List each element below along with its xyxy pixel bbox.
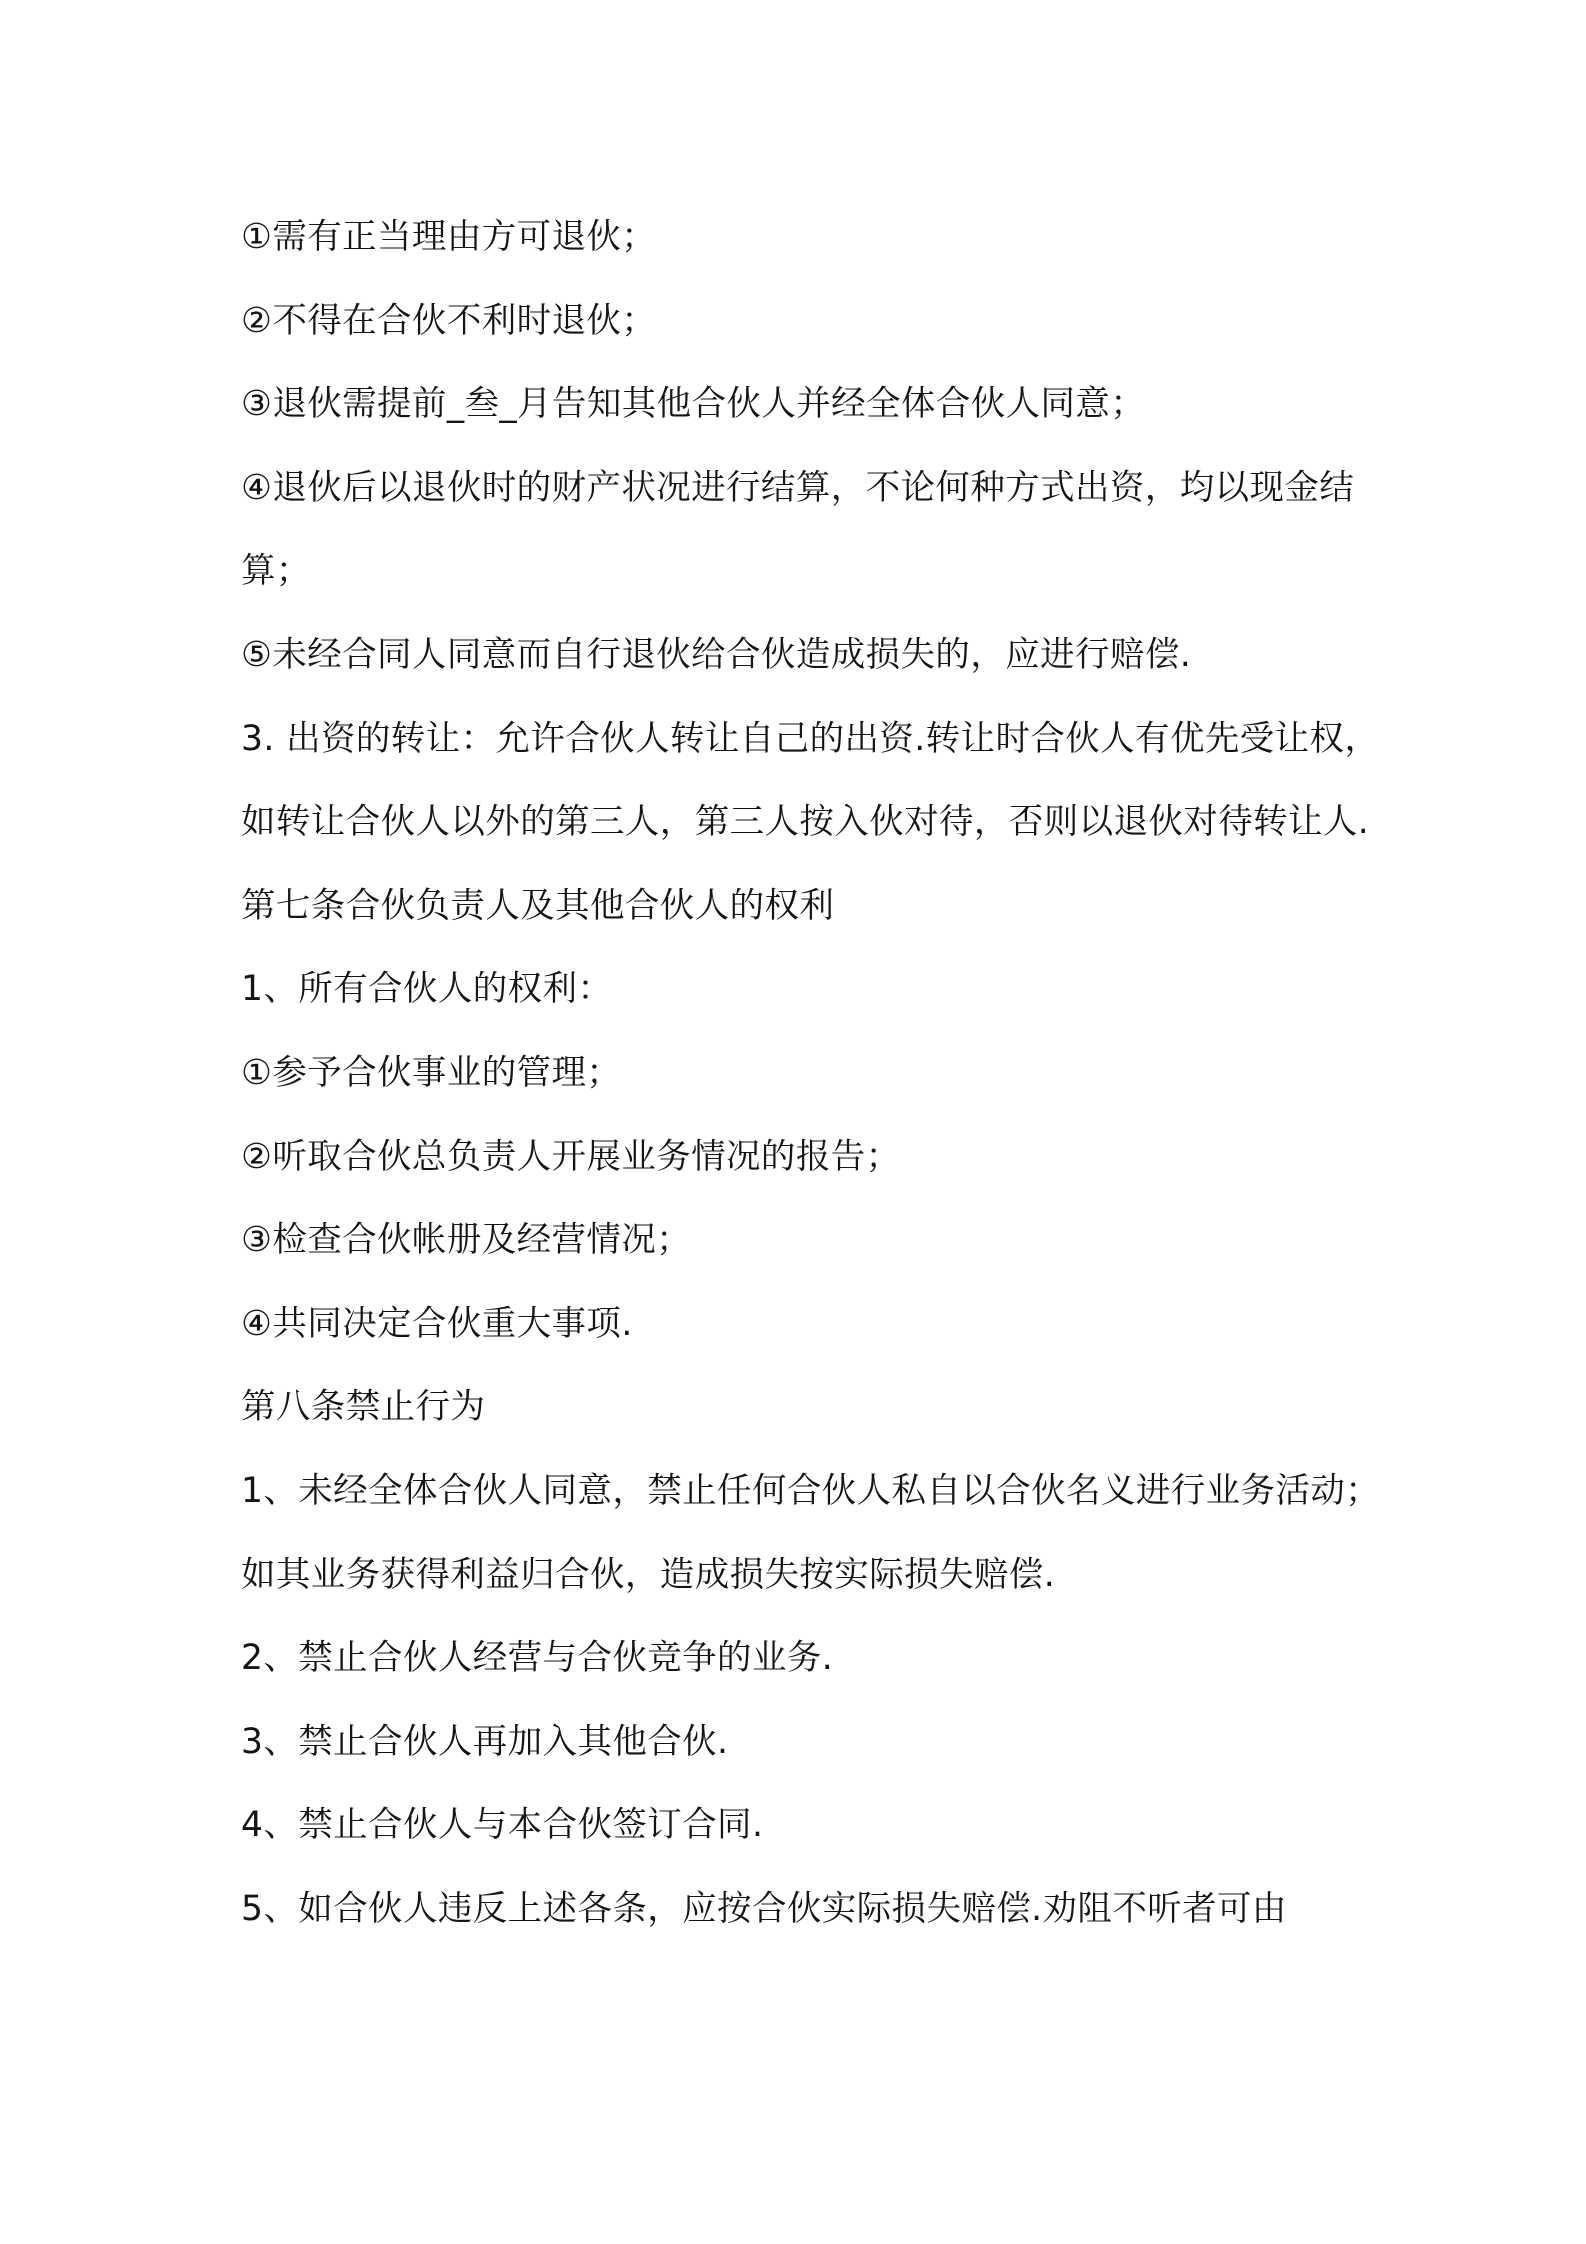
paragraph-capital-transfer: 3. 出资的转让：允许合伙人转让自己的出资.转让时合伙人有优先受让权，如转让合伙人以外的第三人，第三人按入伙对待，否则以退伙对待转让人. [241,718,1380,843]
paragraph-right-inspection: ③检查合伙帐册及经营情况； [241,1220,692,1261]
paragraph-withdrawal-settlement: ④退伙后以退伙时的财产状况进行结算，不论何种方式出资，均以现金结算； [241,467,1355,592]
heading-article-seven: 第七条合伙负责人及其他合伙人的权利 [241,885,835,926]
paragraph-prohibition-other-partnership: 3、禁止合伙人再加入其他合伙. [241,1721,729,1762]
paragraph-withdrawal-timing: ②不得在合伙不利时退伙； [241,300,657,341]
paragraph-right-reports: ②听取合伙总负责人开展业务情况的报告； [241,1136,901,1177]
paragraph-withdrawal-reason: ①需有正当理由方可退伙； [241,217,657,257]
paragraph-withdrawal-notice: ③退伙需提前_叁_月告知其他合伙人并经全体合伙人同意； [241,384,1146,425]
paragraph-right-decisions: ④共同决定合伙重大事项. [241,1303,633,1344]
paragraph-violation-compensation: 5、如合伙人违反上述各条，应按合伙实际损失赔偿.劝阻不听者可由 [241,1888,1287,1929]
paragraph-prohibition-contract: 4、禁止合伙人与本合伙签订合同. [241,1805,764,1846]
paragraph-prohibition-business: 1、未经全体合伙人同意，禁止任何合伙人私自以合伙名义进行业务活动；如其业务获得利益归合伙，造成损失按实际损失赔偿. [241,1470,1381,1595]
paragraph-right-management: ①参予合伙事业的管理； [241,1052,622,1093]
paragraph-withdrawal-compensation: ⑤未经合同人同意而自行退伙给合伙造成损失的，应进行赔偿. [241,634,1192,675]
paragraph-prohibition-competition: 2、禁止合伙人经营与合伙竞争的业务. [241,1638,834,1679]
document-body [241,196,1381,1951]
paragraph-partner-rights: 1、所有合伙人的权利： [241,969,613,1010]
heading-article-eight: 第八条禁止行为 [241,1387,486,1428]
